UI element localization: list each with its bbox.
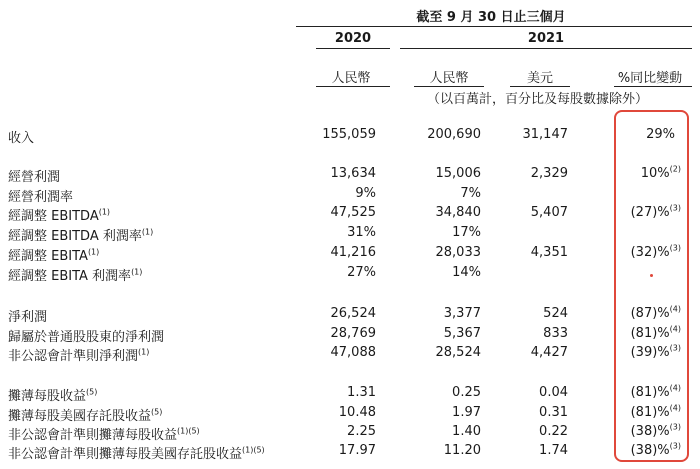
table-row	[0, 326, 700, 346]
row-label	[8, 205, 110, 224]
value-2020-rmb: 28,769	[330, 326, 376, 341]
year-2020-rule	[316, 48, 390, 49]
row-label	[8, 424, 200, 443]
value-yoy-text: (38)%	[630, 443, 670, 458]
value-yoy-text: (81)%	[630, 326, 670, 341]
row-label-text: 淨利潤	[8, 310, 48, 325]
col-rule-2	[414, 86, 484, 87]
value-2021-rmb: 3,377	[443, 306, 481, 321]
value-2021-rmb: 17%	[452, 225, 481, 240]
table-row	[0, 225, 700, 245]
row-label	[8, 385, 97, 404]
row-label-footnote: (1)(5)	[177, 426, 200, 436]
row-label-text: 經調整 EBITDA 利潤率	[8, 229, 142, 244]
value-2021-usd: 0.04	[539, 385, 568, 400]
row-label-text: 收入	[8, 131, 35, 146]
value-2021-rmb: 28,524	[435, 345, 481, 360]
value-2021-rmb: 28,033	[435, 245, 481, 260]
table-row	[0, 127, 700, 147]
year-2020-header: 2020	[334, 31, 372, 46]
value-yoy-text: (39)%	[630, 345, 670, 360]
value-2021-rmb: 11.20	[443, 443, 481, 458]
row-label	[8, 345, 149, 364]
table-row	[0, 385, 700, 405]
value-2021-rmb: 1.40	[452, 424, 481, 439]
row-label	[8, 443, 265, 462]
col-usd-2021: 美元	[526, 71, 553, 86]
value-2021-rmb: 7%	[460, 186, 481, 201]
value-2020-rmb: 2.25	[347, 424, 376, 439]
row-label-text: 非公認會計準則攤薄每股收益	[8, 428, 178, 443]
value-yoy-text: (87)%	[630, 306, 670, 321]
row-label	[8, 127, 34, 146]
value-2020-rmb: 10.48	[338, 405, 376, 420]
row-label	[8, 225, 153, 244]
value-2021-usd: 0.22	[539, 424, 568, 439]
value-2021-rmb: 15,006	[435, 166, 481, 181]
row-label	[8, 306, 47, 325]
value-2020-rmb: 47,088	[330, 345, 376, 360]
value-yoy-footnote: (3)	[669, 343, 681, 353]
value-yoy-text: 10%	[640, 166, 670, 181]
row-label-footnote: (5)	[86, 387, 98, 397]
row-label-text: 經調整 EBITA 利潤率	[8, 269, 132, 284]
value-2021-usd: 5,407	[530, 205, 568, 220]
value-2020-rmb: 13,634	[330, 166, 376, 181]
year-2021-rule	[400, 48, 692, 49]
value-yoy-text: (27)%	[630, 205, 670, 220]
value-2021-rmb: 200,690	[427, 127, 481, 142]
row-label-text: 經調整 EBITA	[8, 249, 88, 264]
table-row	[0, 405, 700, 425]
value-2020-rmb: 26,524	[330, 306, 376, 321]
value-yoy-footnote: (3)	[669, 422, 681, 432]
row-label-text: 經營利潤	[8, 170, 61, 185]
table-row	[0, 265, 700, 285]
value-2020-rmb: 41,216	[330, 245, 376, 260]
table-row	[0, 424, 700, 444]
value-2021-usd: 4,427	[530, 345, 568, 360]
header-rule	[296, 26, 692, 27]
value-yoy-footnote: (4)	[669, 383, 681, 393]
row-label-text: 經調整 EBITDA	[8, 209, 99, 224]
value-yoy-footnote: (3)	[669, 203, 681, 213]
value-yoy-footnote: (3)	[669, 243, 681, 253]
row-label	[8, 326, 164, 345]
row-label-text: 經營利潤率	[8, 190, 74, 205]
table-row	[0, 166, 700, 186]
value-2020-rmb: 9%	[355, 186, 376, 201]
value-yoy-text: (38)%	[630, 424, 670, 439]
value-2021-rmb: 34,840	[435, 205, 481, 220]
value-yoy-footnote: (4)	[669, 304, 681, 314]
col-rule-4	[614, 86, 692, 87]
col-rmb-2020: 人民幣	[331, 71, 371, 86]
period-header: 截至 9 月 30 日止三個月	[416, 10, 566, 25]
value-2020-rmb: 1.31	[347, 385, 376, 400]
value-2021-usd: 833	[543, 326, 568, 341]
value-2020-rmb: 17.97	[338, 443, 376, 458]
row-label-text: 非公認會計準則淨利潤	[8, 349, 139, 364]
row-label	[8, 405, 162, 424]
col-rmb-2021: 人民幣	[429, 71, 469, 86]
row-label-text: 歸屬於普通股股東的淨利潤	[8, 330, 165, 345]
value-yoy-text: (81)%	[630, 385, 670, 400]
value-2020-rmb: 31%	[347, 225, 376, 240]
row-label-footnote: (1)	[98, 207, 111, 217]
table-row	[0, 205, 700, 225]
value-2021-usd: 4,351	[530, 245, 568, 260]
value-yoy-text: (81)%	[630, 405, 670, 420]
row-label-footnote: (1)(5)	[242, 445, 265, 455]
value-2021-rmb: 5,367	[443, 326, 481, 341]
col-rule-1	[316, 86, 390, 87]
row-label	[8, 186, 73, 205]
value-2021-rmb: 14%	[452, 265, 481, 280]
value-2020-rmb: 155,059	[322, 127, 376, 142]
value-yoy-text: 29%	[646, 127, 675, 142]
row-label-text: 非公認會計準則攤薄每股美國存託股收益	[8, 447, 243, 462]
value-2020-rmb: 47,525	[330, 205, 376, 220]
col-yoy: %同比變動	[617, 71, 683, 86]
table-row	[0, 186, 700, 206]
value-yoy-text: (32)%	[630, 245, 670, 260]
row-label-text: 攤薄每股美國存託股收益	[8, 409, 152, 424]
row-label	[8, 166, 60, 185]
col-rule-3	[510, 86, 570, 87]
value-yoy-footnote: (2)	[669, 164, 681, 174]
units-note: （以百萬計，百分比及每股數據除外）	[426, 92, 648, 107]
table-row	[0, 345, 700, 365]
value-2021-usd: 0.31	[539, 405, 568, 420]
row-label-footnote: (1)	[138, 347, 150, 357]
highlight-box	[614, 110, 689, 462]
row-label-footnote: (5)	[151, 407, 163, 417]
table-row	[0, 306, 700, 326]
value-yoy-footnote: (4)	[669, 324, 681, 334]
value-yoy-footnote: (4)	[669, 403, 681, 413]
row-label-footnote: (1)	[131, 267, 143, 277]
row-label-footnote: (1)	[141, 227, 154, 237]
value-yoy-footnote: (3)	[669, 441, 681, 451]
row-label	[8, 265, 142, 284]
table-row	[0, 443, 700, 463]
value-2021-usd: 2,329	[530, 166, 568, 181]
row-label	[8, 245, 99, 264]
value-2020-rmb: 27%	[347, 265, 376, 280]
row-label-footnote: (1)	[87, 247, 100, 257]
value-2021-usd: 1.74	[539, 443, 568, 458]
row-label-text: 攤薄每股收益	[8, 389, 87, 404]
value-2021-rmb: 1.97	[452, 405, 481, 420]
value-2021-usd: 31,147	[522, 127, 568, 142]
highlight-dot	[650, 274, 653, 277]
value-2021-usd: 524	[543, 306, 568, 321]
table-row	[0, 245, 700, 265]
year-2021-header: 2021	[527, 31, 565, 46]
value-2021-rmb: 0.25	[452, 385, 481, 400]
